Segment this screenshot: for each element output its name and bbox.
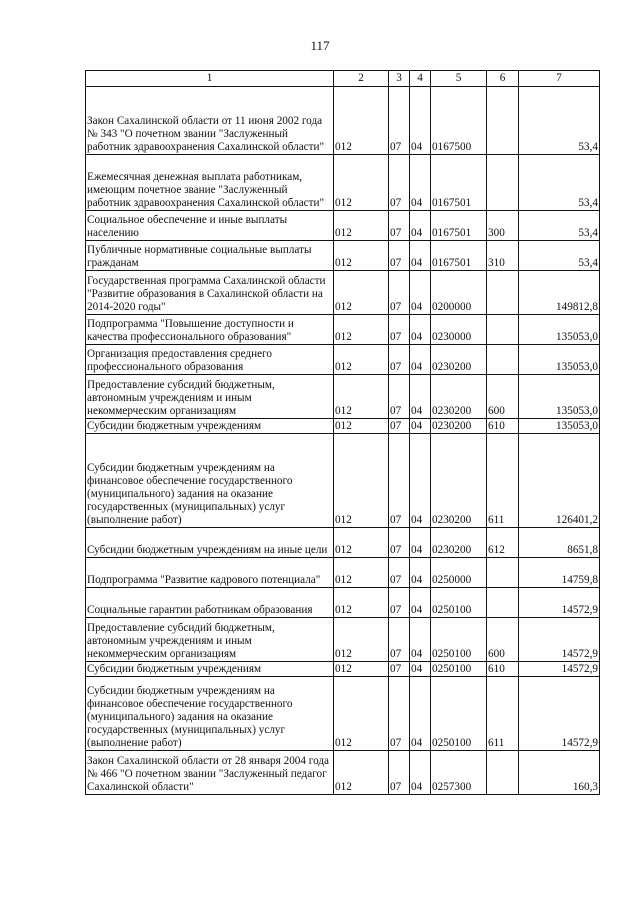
section-code-cell: 07 <box>389 241 410 271</box>
budget-table <box>85 70 600 795</box>
target-code-cell: 0230200 <box>431 528 487 558</box>
subsection-code-cell: 04 <box>410 419 431 434</box>
expense-type-cell <box>487 345 519 375</box>
section-code-cell: 07 <box>389 662 410 677</box>
section-code-cell: 07 <box>389 271 410 315</box>
target-code-cell: 0250100 <box>431 588 487 618</box>
amount-cell: 135053,0 <box>519 345 600 375</box>
admin-code-cell: 012 <box>334 751 389 795</box>
row-name-cell: Субсидии бюджетным учреждениям на финансовое обеспечение государственного (муниципального) задания на оказание государственных (муниципальных) услуг (выполнение работ) <box>86 434 334 528</box>
amount-cell: 53,4 <box>519 155 600 211</box>
admin-code-cell: 012 <box>334 528 389 558</box>
subsection-code-cell: 04 <box>410 87 431 155</box>
subsection-code-cell: 04 <box>410 528 431 558</box>
admin-code-cell: 012 <box>334 155 389 211</box>
target-code-cell: 0250000 <box>431 558 487 588</box>
row-name-cell: Государственная программа Сахалинской области "Развитие образования в Сахалинской области на 2014-2020 годы" <box>86 271 334 315</box>
row-name-cell: Закон Сахалинской области от 28 января 2004 года № 466 "О почетном звании "Заслуженный педагог Сахалинской области" <box>86 751 334 795</box>
target-code-cell: 0167501 <box>431 211 487 241</box>
admin-code-cell: 012 <box>334 87 389 155</box>
target-code-cell: 0250100 <box>431 618 487 662</box>
row-name-cell: Предоставление субсидий бюджетным, автономным учреждениям и иным некоммерческим организациям <box>86 618 334 662</box>
table-row <box>86 419 600 434</box>
amount-cell: 126401,2 <box>519 434 600 528</box>
expense-type-cell <box>487 271 519 315</box>
expense-type-cell: 600 <box>487 375 519 419</box>
expense-type-cell: 300 <box>487 211 519 241</box>
admin-code-cell: 012 <box>334 588 389 618</box>
table-row <box>86 528 600 558</box>
header-cell: 4 <box>410 71 431 87</box>
amount-cell: 149812,8 <box>519 271 600 315</box>
expense-type-cell: 610 <box>487 662 519 677</box>
section-code-cell: 07 <box>389 618 410 662</box>
section-code-cell: 07 <box>389 751 410 795</box>
amount-cell: 135053,0 <box>519 419 600 434</box>
target-code-cell: 0200000 <box>431 271 487 315</box>
target-code-cell: 0167500 <box>431 87 487 155</box>
row-name-cell: Организация предоставления среднего профессионального образования <box>86 345 334 375</box>
row-name-cell: Подпрограмма "Повышение доступности и качества профессионального образования" <box>86 315 334 345</box>
admin-code-cell: 012 <box>334 211 389 241</box>
section-code-cell: 07 <box>389 588 410 618</box>
row-name-cell: Предоставление субсидий бюджетным, автономным учреждениям и иным некоммерческим организациям <box>86 375 334 419</box>
subsection-code-cell: 04 <box>410 345 431 375</box>
row-name-cell: Подпрограмма "Развитие кадрового потенциала" <box>86 558 334 588</box>
table-row <box>86 434 600 528</box>
target-code-cell: 0230200 <box>431 419 487 434</box>
target-code-cell: 0167501 <box>431 241 487 271</box>
expense-type-cell: 612 <box>487 528 519 558</box>
amount-cell: 14572,9 <box>519 662 600 677</box>
table-row <box>86 87 600 155</box>
table-row <box>86 677 600 751</box>
page-number: 117 <box>310 38 330 53</box>
row-name-cell: Субсидии бюджетным учреждениям <box>86 662 334 677</box>
section-code-cell: 07 <box>389 155 410 211</box>
header-row <box>86 71 600 87</box>
table-row <box>86 662 600 677</box>
target-code-cell: 0250100 <box>431 677 487 751</box>
admin-code-cell: 012 <box>334 677 389 751</box>
table-row <box>86 375 600 419</box>
expense-type-cell: 610 <box>487 419 519 434</box>
expense-type-cell: 611 <box>487 677 519 751</box>
expense-type-cell <box>487 87 519 155</box>
section-code-cell: 07 <box>389 87 410 155</box>
expense-type-cell <box>487 315 519 345</box>
amount-cell: 135053,0 <box>519 315 600 345</box>
expense-type-cell: 611 <box>487 434 519 528</box>
admin-code-cell: 012 <box>334 271 389 315</box>
expense-type-cell <box>487 751 519 795</box>
subsection-code-cell: 04 <box>410 155 431 211</box>
amount-cell: 14759,8 <box>519 558 600 588</box>
row-name-cell: Субсидии бюджетным учреждениям на иные цели <box>86 528 334 558</box>
subsection-code-cell: 04 <box>410 241 431 271</box>
table-row <box>86 211 600 241</box>
admin-code-cell: 012 <box>334 315 389 345</box>
amount-cell: 53,4 <box>519 87 600 155</box>
table-row <box>86 241 600 271</box>
target-code-cell: 0257300 <box>431 751 487 795</box>
row-name-cell: Ежемесячная денежная выплата работникам, имеющим почетное звание "Заслуженный работник здравоохранения Сахалинской области" <box>86 155 334 211</box>
section-code-cell: 07 <box>389 315 410 345</box>
admin-code-cell: 012 <box>334 345 389 375</box>
amount-cell: 14572,9 <box>519 677 600 751</box>
section-code-cell: 07 <box>389 419 410 434</box>
section-code-cell: 07 <box>389 211 410 241</box>
header-cell: 5 <box>431 71 487 87</box>
amount-cell: 135053,0 <box>519 375 600 419</box>
table-row <box>86 588 600 618</box>
admin-code-cell: 012 <box>334 375 389 419</box>
admin-code-cell: 012 <box>334 618 389 662</box>
row-name-cell: Субсидии бюджетным учреждениям на финансовое обеспечение государственного (муниципального) задания на оказание государственных (муниципальных) услуг (выполнение работ) <box>86 677 334 751</box>
expense-type-cell <box>487 588 519 618</box>
amount-cell: 53,4 <box>519 241 600 271</box>
expense-type-cell: 600 <box>487 618 519 662</box>
table-row <box>86 155 600 211</box>
expense-type-cell <box>487 558 519 588</box>
subsection-code-cell: 04 <box>410 618 431 662</box>
table-row <box>86 315 600 345</box>
section-code-cell: 07 <box>389 558 410 588</box>
target-code-cell: 0167501 <box>431 155 487 211</box>
header-cell: 6 <box>487 71 519 87</box>
table-row <box>86 345 600 375</box>
admin-code-cell: 012 <box>334 241 389 271</box>
target-code-cell: 0230200 <box>431 345 487 375</box>
amount-cell: 8651,8 <box>519 528 600 558</box>
row-name-cell: Социальное обеспечение и иные выплаты населению <box>86 211 334 241</box>
section-code-cell: 07 <box>389 434 410 528</box>
row-name-cell: Социальные гарантии работникам образования <box>86 588 334 618</box>
amount-cell: 53,4 <box>519 211 600 241</box>
section-code-cell: 07 <box>389 677 410 751</box>
expense-type-cell: 310 <box>487 241 519 271</box>
table-row <box>86 271 600 315</box>
header-cell: 7 <box>519 71 600 87</box>
subsection-code-cell: 04 <box>410 662 431 677</box>
header-cell: 2 <box>334 71 389 87</box>
subsection-code-cell: 04 <box>410 558 431 588</box>
row-name-cell: Закон Сахалинской области от 11 июня 2002 года № 343 "О почетном звании "Заслуженный работник здравоохранения Сахалинской области" <box>86 87 334 155</box>
section-code-cell: 07 <box>389 375 410 419</box>
target-code-cell: 0230000 <box>431 315 487 345</box>
section-code-cell: 07 <box>389 528 410 558</box>
section-code-cell: 07 <box>389 345 410 375</box>
header-cell: 3 <box>389 71 410 87</box>
amount-cell: 14572,9 <box>519 588 600 618</box>
target-code-cell: 0230200 <box>431 434 487 528</box>
admin-code-cell: 012 <box>334 434 389 528</box>
subsection-code-cell: 04 <box>410 434 431 528</box>
target-code-cell: 0230200 <box>431 375 487 419</box>
row-name-cell: Публичные нормативные социальные выплаты гражданам <box>86 241 334 271</box>
admin-code-cell: 012 <box>334 558 389 588</box>
subsection-code-cell: 04 <box>410 677 431 751</box>
table-row <box>86 618 600 662</box>
row-name-cell: Субсидии бюджетным учреждениям <box>86 419 334 434</box>
subsection-code-cell: 04 <box>410 588 431 618</box>
subsection-code-cell: 04 <box>410 751 431 795</box>
table-row <box>86 751 600 795</box>
table-row <box>86 558 600 588</box>
subsection-code-cell: 04 <box>410 375 431 419</box>
amount-cell: 160,3 <box>519 751 600 795</box>
subsection-code-cell: 04 <box>410 315 431 345</box>
admin-code-cell: 012 <box>334 662 389 677</box>
subsection-code-cell: 04 <box>410 211 431 241</box>
expense-type-cell <box>487 155 519 211</box>
target-code-cell: 0250100 <box>431 662 487 677</box>
header-cell: 1 <box>86 71 334 87</box>
amount-cell: 14572,9 <box>519 618 600 662</box>
subsection-code-cell: 04 <box>410 271 431 315</box>
admin-code-cell: 012 <box>334 419 389 434</box>
